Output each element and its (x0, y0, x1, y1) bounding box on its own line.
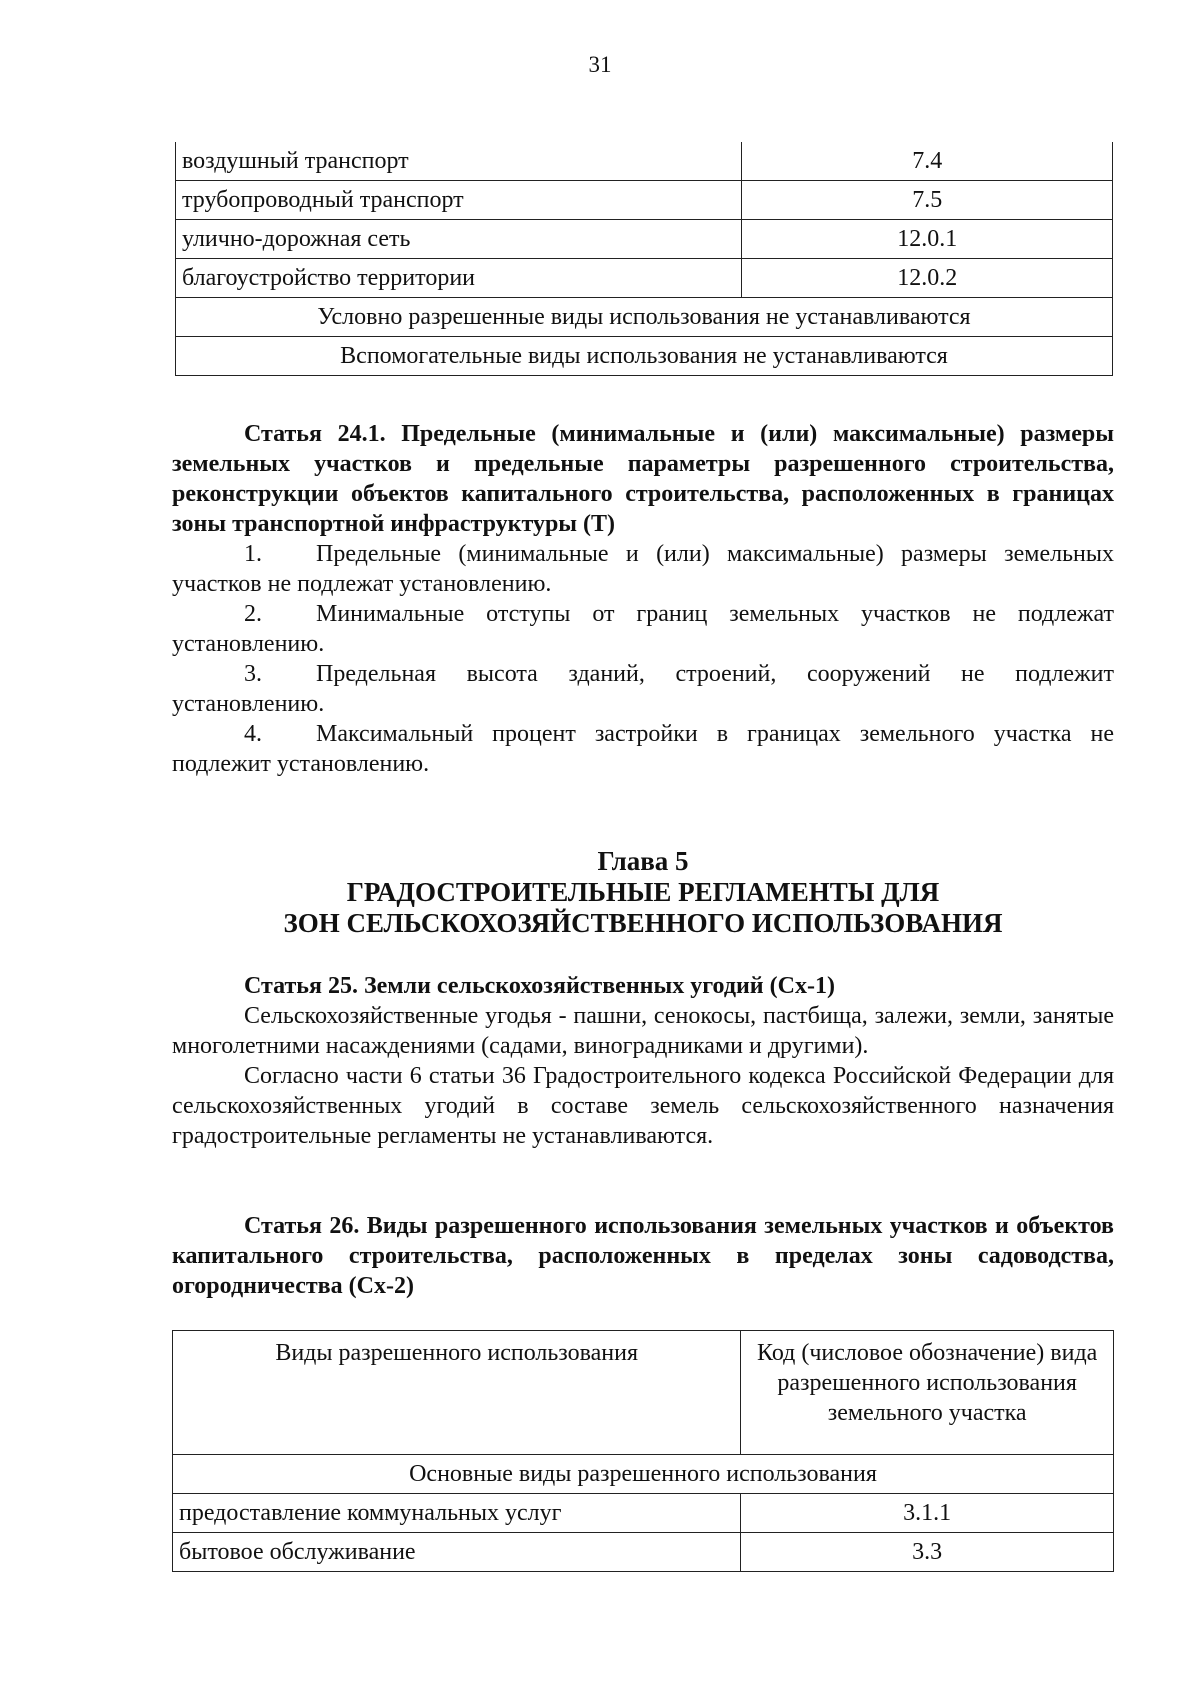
use-code-cell: 3.3 (741, 1533, 1114, 1572)
chapter-title-line-2: ЗОН СЕЛЬСКОХОЗЯЙСТВЕННОГО ИСПОЛЬЗОВАНИЯ (283, 908, 1003, 938)
use-code-cell: 7.4 (742, 142, 1113, 181)
article-25-title: Статья 25. Земли сельскохозяйственных угодий (Сх-1) (244, 973, 835, 999)
item-text: Предельные (минимальные и (или) максимальные) размеры земельных участков не подлежат установлению. (172, 541, 1114, 597)
main-uses-section: Основные виды разрешенного использования (173, 1455, 1114, 1494)
list-item (172, 599, 1114, 659)
chapter-label: Глава 5 (597, 846, 689, 876)
use-code-cell: 7.5 (742, 181, 1113, 220)
column-header-code: Код (числовое обозначение) вида разрешенного использования земельного участка (741, 1331, 1114, 1455)
use-name-cell: благоустройство территории (176, 259, 742, 298)
item-number: 2. (244, 601, 262, 627)
chapter-heading (172, 846, 1114, 939)
article-24-1 (172, 419, 1114, 779)
table-row (173, 1455, 1114, 1494)
article-25 (172, 971, 1114, 1151)
item-text: Минимальные отступы от границ земельных участков не подлежат установлению. (172, 601, 1114, 657)
item-text: Предельная высота зданий, строений, сооружений не подлежит установлению. (172, 661, 1114, 717)
table-row (176, 220, 1113, 259)
garden-zone-uses-table (172, 1330, 1114, 1572)
paragraph: Согласно части 6 статьи 36 Градостроительного кодекса Российской Федерации для сельскохозяйственных угодий в составе земель сельскохозяйственного назначения градостроительные регламенты не устанавливаются. (172, 1063, 1114, 1149)
table-row (176, 259, 1113, 298)
list-item (172, 719, 1114, 779)
item-number: 3. (244, 661, 262, 687)
use-name-cell: воздушный транспорт (176, 142, 742, 181)
use-name-cell: улично-дорожная сеть (176, 220, 742, 259)
use-name-cell: трубопроводный транспорт (176, 181, 742, 220)
use-code-cell: 3.1.1 (741, 1494, 1114, 1533)
table-row (176, 181, 1113, 220)
article-26 (172, 1211, 1114, 1301)
item-number: 1. (244, 541, 262, 567)
table-row (176, 298, 1113, 337)
column-header-uses: Виды разрешенного использования (173, 1331, 741, 1455)
use-name-cell: предоставление коммунальных услуг (173, 1494, 741, 1533)
use-name-cell: бытовое обслуживание (173, 1533, 741, 1572)
auxiliary-uses-note: Вспомогательные виды использования не устанавливаются (176, 337, 1113, 376)
item-number: 4. (244, 721, 262, 747)
item-text: Максимальный процент застройки в границах земельного участка не подлежит установлению. (172, 721, 1114, 777)
use-code-cell: 12.0.1 (742, 220, 1113, 259)
paragraph: Сельскохозяйственные угодья - пашни, сенокосы, пастбища, залежи, земли, занятые многолетними насаждениями (садами, виноградниками и другими). (172, 1003, 1114, 1059)
table-row (173, 1533, 1114, 1572)
list-item (172, 659, 1114, 719)
article-24-1-title: Статья 24.1. Предельные (минимальные и (или) максимальные) размеры земельных участков и предельные параметры разрешенного строительства, реконструкции объектов капитального строительства, расположенных в границах зоны транспортной инфраструктуры (Т) (172, 421, 1114, 537)
table-header-row (173, 1331, 1114, 1455)
conditional-uses-note: Условно разрешенные виды использования не устанавливаются (176, 298, 1113, 337)
table-row (176, 337, 1113, 376)
transport-uses-table (175, 142, 1113, 376)
page-number: 31 (588, 52, 612, 77)
table-row (173, 1494, 1114, 1533)
table-row (176, 142, 1113, 181)
use-code-cell: 12.0.2 (742, 259, 1113, 298)
list-item (172, 539, 1114, 599)
article-26-title: Статья 26. Виды разрешенного использования земельных участков и объектов капитального строительства, расположенных в пределах зоны садоводства, огородничества (Сх-2) (172, 1213, 1114, 1299)
chapter-title-line-1: ГРАДОСТРОИТЕЛЬНЫЕ РЕГЛАМЕНТЫ ДЛЯ (346, 877, 940, 907)
